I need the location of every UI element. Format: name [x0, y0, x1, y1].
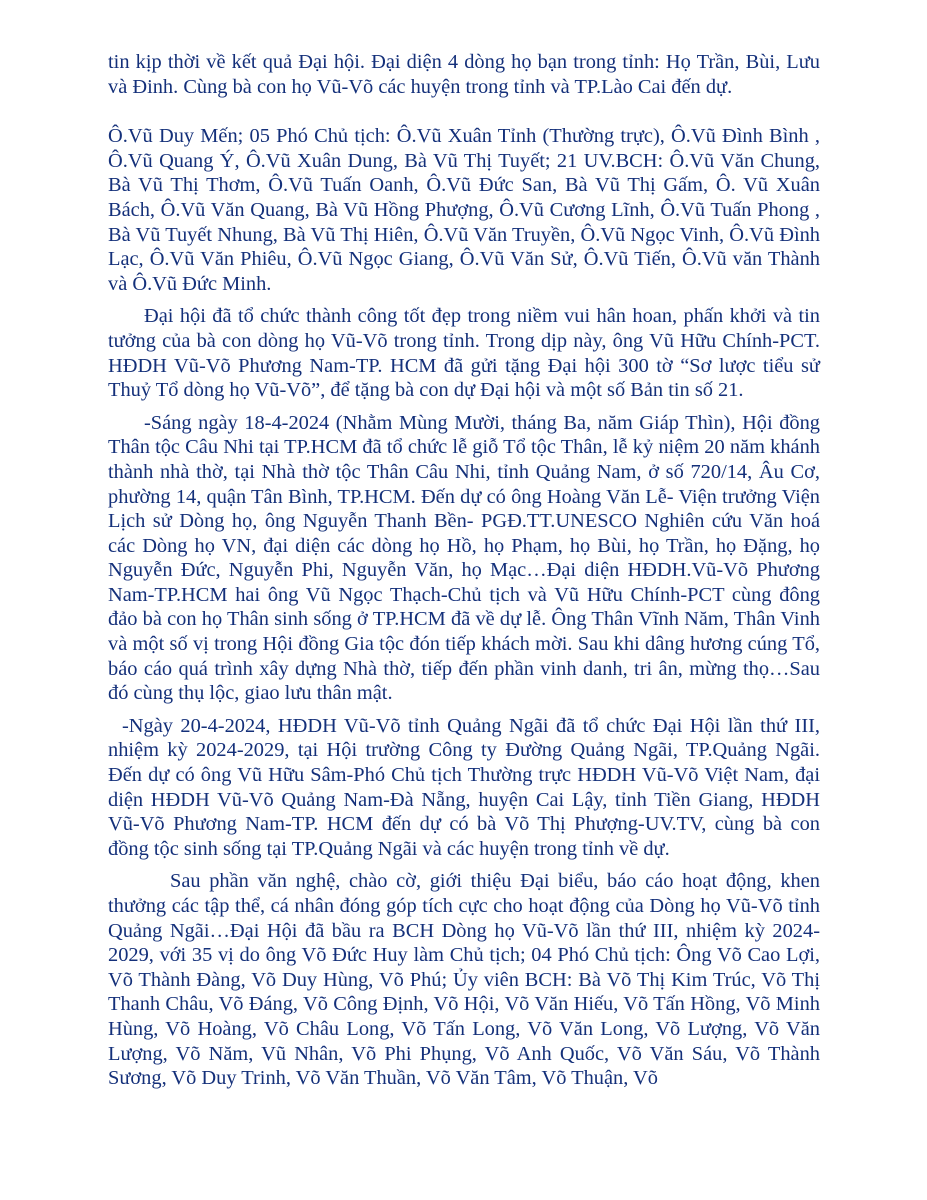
paragraph-executive-board-list: Ô.Vũ Duy Mến; 05 Phó Chủ tịch: Ô.Vũ Xuân Tỉnh (Thường trực), Ô.Vũ Đình Bình , Ô.Vũ Quang Ý, Ô.Vũ Xuân Dung, Bà Vũ Thị Tuyết; 21 UV.BCH: Ô.Vũ Văn Chung, Bà Vũ Thị Thơm, Ô.Vũ Tuấn Oanh, Ô.Vũ Đức San, Bà Vũ Thị Gấm, Ô. Vũ Xuân Bách, Ô.Vũ Văn Quang, Bà Vũ Hồng Phượng, Ô.Vũ Cương Lĩnh, Ô.Vũ Tuấn Phong , Bà Vũ Tuyết Nhung, Bà Vũ Thị Hiên, Ô.Vũ Văn Truyền, Ô.Vũ Ngọc Vinh, Ô.Vũ Đình Lạc, Ô.Vũ Văn Phiêu, Ô.Vũ Ngọc Giang, Ô.Vũ Văn Sử, Ô.Vũ Tiến, Ô.Vũ văn Thành và Ô.Vũ Đức Minh.	[108, 125, 820, 295]
paragraph-than-clan-ceremony: -Sáng ngày 18-4-2024 (Nhằm Mùng Mười, tháng Ba, năm Giáp Thìn), Hội đồng Thân tộc Câu Nhi tại TP.HCM đã tổ chức lễ giỗ Tổ tộc Thân, lễ kỷ niệm 20 năm khánh thành nhà thờ, tại Nhà thờ tộc Thân Câu Nhi, tỉnh Quảng Nam, ở số 720/14, Âu Cơ, phường 14, quận Tân Bình, TP.HCM. Đến dự có ông Hoàng Văn Lễ- Viện trưởng Viện Lịch sử Dòng họ, ông Nguyễn Thanh Bền- PGĐ.TT.UNESCO Nghiên cứu Văn hoá các Dòng họ VN, đại diện các dòng họ Hồ, họ Phạm, họ Bùi, họ Trần, họ Đặng, họ Nguyễn Đức, Nguyễn Phi, Nguyễn Văn, họ Mạc…Đại diện HĐDH.Vũ-Võ Phương Nam-TP.HCM hai ông Vũ Ngọc Thạch-Chủ tịch và Vũ Hữu Chính-PCT cùng đông đảo bà con họ Thân sinh sống ở TP.HCM đã về dự lễ. Ông Thân Vĩnh Năm, Thân Vinh và một số vị trong Hội đồng Gia tộc đón tiếp khách mời. Sau khi dâng hương cúng Tổ, báo cáo quá trình xây dựng Nhà thờ, tiếp đến phần vinh danh, tri ân, mừng thọ…Sau đó cùng thụ lộc, giao lưu thân mật.	[108, 411, 820, 705]
paragraph-congress-success: Đại hội đã tổ chức thành công tốt đẹp trong niềm vui hân hoan, phấn khởi và tin tưởng của bà con dòng họ Vũ-Võ trong tỉnh. Trong dịp này, ông Vũ Hữu Chính-PCT. HĐDH Vũ-Võ Phương Nam-TP. HCM đã gửi tặng Đại hội 300 tờ “Sơ lược tiểu sử Thuỷ Tổ dòng họ Vũ-Võ”, để tặng bà con dự Đại hội và một số Bản tin số 21.	[108, 305, 820, 402]
paragraph-congress-news-continued: tin kịp thời về kết quả Đại hội. Đại diện 4 dòng họ bạn trong tỉnh: Họ Trần, Bùi, Lưu và Đinh. Cùng bà con họ Vũ-Võ các huyện trong tỉnh và TP.Lào Cai đến dự.	[108, 51, 820, 98]
paragraph-quang-ngai-congress: -Ngày 20-4-2024, HĐDH Vũ-Võ tỉnh Quảng Ngãi đã tổ chức Đại Hội lần thứ III, nhiệm kỳ 2024-2029, tại Hội trường Công ty Đường Quảng Ngãi, TP.Quảng Ngãi. Đến dự có ông Vũ Hữu Sâm-Phó Chủ tịch Thường trực HĐDH Vũ-Võ Việt Nam, đại diện HĐDH Vũ-Võ Quảng Nam-Đà Nẵng, huyện Cai Lậy, tỉnh Tiền Giang, HĐDH Vũ-Võ Phương Nam-TP. HCM đến dự có bà Võ Thị Phượng-UV.TV, cùng bà con đồng tộc sinh sống tại TP.Quảng Ngãi và các huyện trong tỉnh về dự.	[108, 714, 820, 860]
document-page	[108, 50, 820, 1091]
paragraph-quang-ngai-board: Sau phần văn nghệ, chào cờ, giới thiệu Đại biểu, báo cáo hoạt động, khen thưởng các tập thể, cá nhân đóng góp tích cực cho hoạt động của Dòng họ Vũ-Võ tỉnh Quảng Ngãi…Đại Hội đã bầu ra BCH Dòng họ Vũ-Võ lần thứ III, nhiệm kỳ 2024-2029, với 35 vị do ông Võ Đức Huy làm Chủ tịch; 04 Phó Chủ tịch: Ông Võ Cao Lợi, Võ Thành Đàng, Võ Duy Hùng, Võ Phú; Ủy viên BCH: Bà Võ Thị Kim Trúc, Võ Thị Thanh Châu, Võ Đáng, Võ Công Định, Võ Hội, Võ Văn Hiếu, Võ Tấn Hồng, Võ Minh Hùng, Võ Hoàng, Võ Châu Long, Võ Tấn Long, Võ Văn Long, Võ Lượng, Võ Văn Lượng, Võ Năm, Vũ Nhân, Võ Phi Phụng, Võ Anh Quốc, Võ Văn Sáu, Võ Thành Sương, Võ Duy Trinh, Võ Văn Thuần, Võ Văn Tâm, Võ Thuận, Võ	[108, 870, 820, 1090]
